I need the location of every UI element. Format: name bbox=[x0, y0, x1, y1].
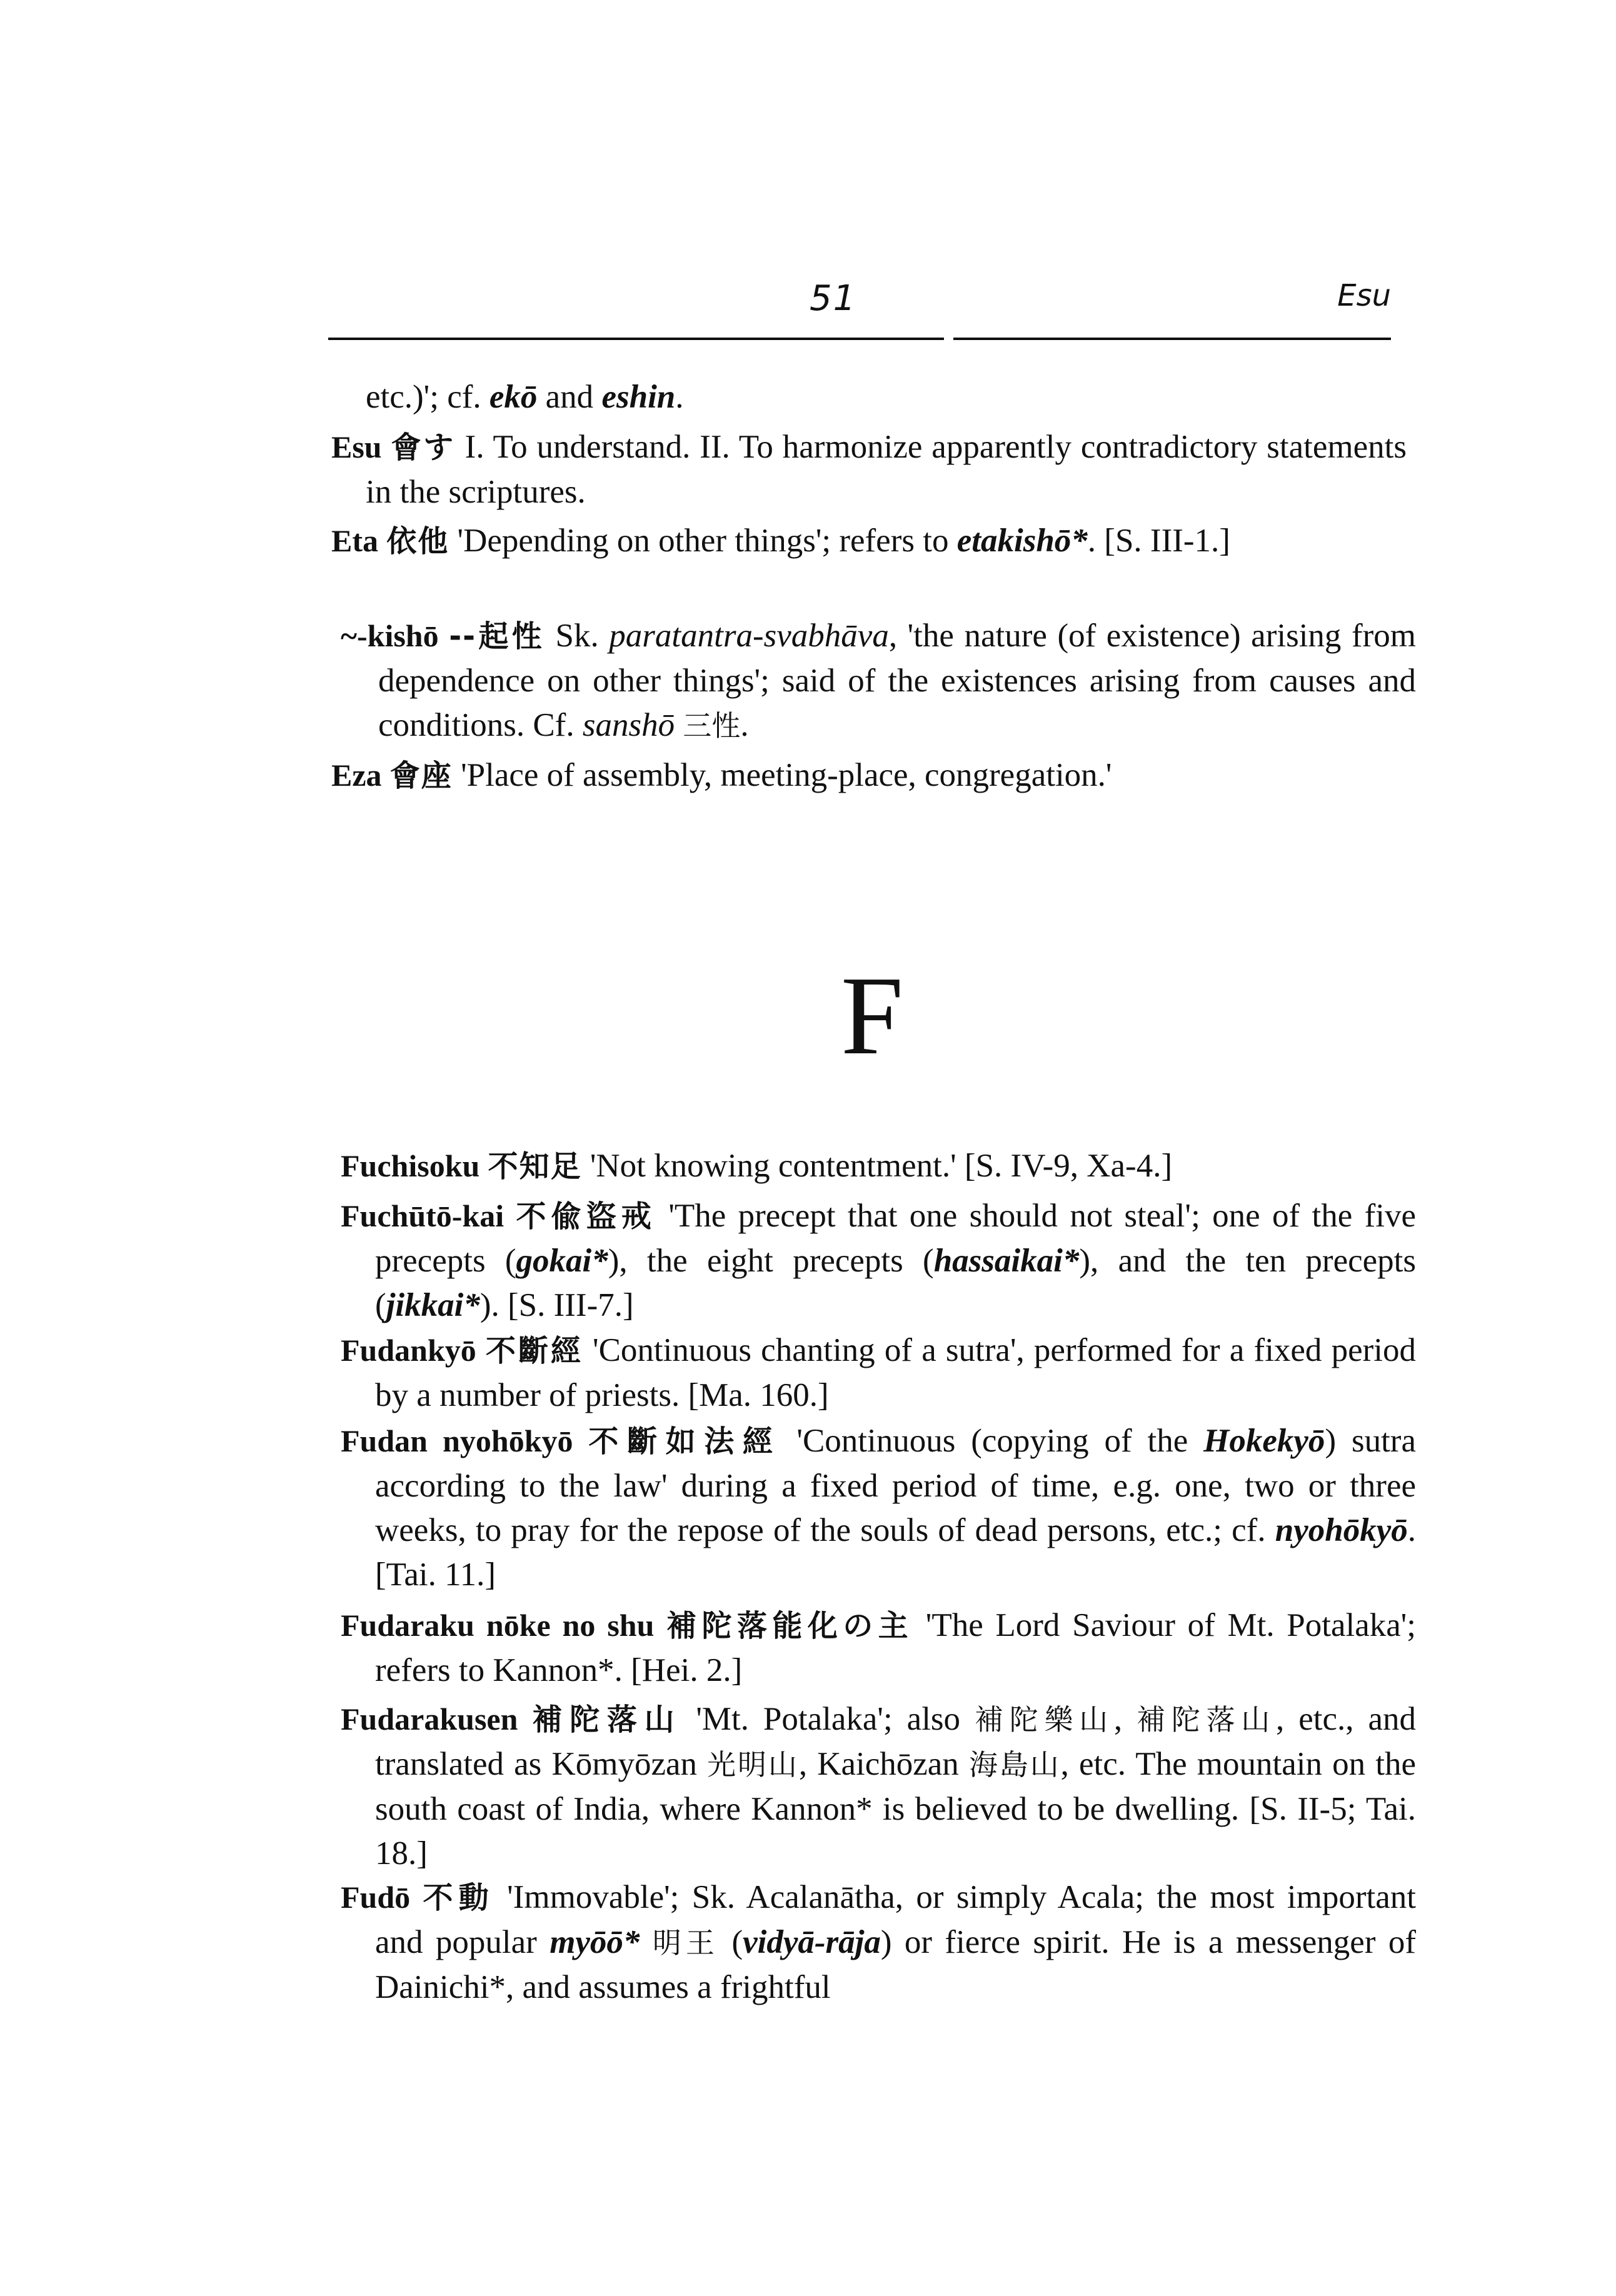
kanji: 明王 bbox=[652, 1926, 720, 1960]
definition: . [Tai. 11.] bbox=[375, 1512, 1416, 1593]
definition: , bbox=[1113, 1701, 1137, 1737]
kanji: --起性 bbox=[449, 619, 545, 654]
definition: , Kaichōzan bbox=[798, 1746, 969, 1782]
headword: Fudarakusen bbox=[341, 1702, 518, 1737]
sanskrit-term: paratantra-svabhāva bbox=[609, 618, 889, 654]
headword: Fuchisoku bbox=[341, 1148, 480, 1183]
definition: ). [S. III-7.] bbox=[479, 1287, 634, 1323]
definition: 'Mt. Potalaka'; also bbox=[696, 1701, 975, 1737]
kanji: 不斷經 bbox=[485, 1333, 583, 1368]
cross-reference: gokai* bbox=[516, 1243, 608, 1279]
entry-fudaraku-noke-no-shu bbox=[341, 1603, 1416, 1693]
headword: Fudan nyohōkyō bbox=[341, 1423, 573, 1458]
definition: 'Continuous chanting of a sutra', performed for a fixed period by a number of priests. [Ma. 160.] bbox=[375, 1332, 1417, 1413]
kanji: 會す bbox=[391, 430, 456, 465]
kanji: 會座 bbox=[389, 758, 453, 793]
entry-fuchisoku bbox=[341, 1144, 1416, 1189]
header-rule bbox=[953, 338, 1391, 340]
kanji: 補陀落山 bbox=[1137, 1703, 1277, 1737]
kanji: 補陀落山 bbox=[532, 1702, 682, 1737]
headword: Eta bbox=[331, 523, 378, 558]
definition: , etc., and translated as Kōmyōzan bbox=[375, 1701, 1417, 1782]
entry-fudan-nyohokyo bbox=[341, 1419, 1416, 1597]
kanji: 海島山 bbox=[968, 1748, 1061, 1782]
entry-fudo bbox=[341, 1875, 1416, 2010]
cross-reference: ekō bbox=[489, 379, 538, 415]
text: etc.)'; cf. bbox=[366, 379, 489, 415]
kanji: 補陀樂山 bbox=[975, 1703, 1114, 1737]
entry-eta bbox=[331, 519, 1407, 564]
definition: Sk. bbox=[555, 618, 610, 654]
header-rule bbox=[328, 338, 944, 340]
definition: , etc. The mountain on the south coast of India, where Kannon* is believed to be dwelling. [S. II-5; Tai. 18.] bbox=[375, 1746, 1416, 1872]
entry-continuation bbox=[331, 375, 1407, 419]
definition: . bbox=[740, 707, 749, 743]
cross-reference: Hokekyō bbox=[1203, 1423, 1325, 1459]
definition: ) or fierce spirit. He is a messenger of Dainichi*, and assumes a frightful bbox=[375, 1924, 1416, 2005]
kanji: 依他 bbox=[386, 524, 449, 559]
entry-fuchutokai bbox=[341, 1194, 1416, 1328]
kanji: 補陀落能化の主 bbox=[666, 1608, 914, 1643]
running-header bbox=[328, 278, 1391, 347]
entry-fudankyo bbox=[341, 1328, 1416, 1418]
kanji: 三性 bbox=[683, 709, 741, 743]
definition: 'Continuous (copying of the bbox=[796, 1423, 1204, 1459]
definition: I. To understand. II. To harmonize apparently contradictory statements in the scriptures. bbox=[366, 429, 1407, 510]
cross-reference: nyohōkyō bbox=[1275, 1512, 1408, 1548]
headword: Eza bbox=[331, 758, 382, 793]
entry-fudarakusen bbox=[341, 1697, 1416, 1876]
definition: . [S. III-1.] bbox=[1087, 523, 1230, 559]
kanji: 不動 bbox=[423, 1880, 494, 1915]
entry-esu bbox=[331, 425, 1407, 514]
text: . bbox=[675, 379, 684, 415]
headword: ~-kishō bbox=[341, 618, 439, 653]
headword: Fudō bbox=[341, 1880, 411, 1915]
cross-reference: jikkai* bbox=[386, 1287, 480, 1323]
kanji: 不偸盜戒 bbox=[516, 1199, 656, 1234]
kanji: 不斷如法經 bbox=[588, 1424, 781, 1459]
definition: 'The Lord Saviour of Mt. Potalaka'; refers to Kannon*. [Hei. 2.] bbox=[375, 1607, 1417, 1688]
definition: ), and the ten precepts ( bbox=[375, 1243, 1416, 1323]
entry-eza bbox=[331, 753, 1407, 798]
cross-reference: sanshō bbox=[582, 707, 675, 743]
cross-reference: myōō* bbox=[550, 1924, 640, 1960]
definition: 'Place of assembly, meeting-place, congregation.' bbox=[461, 757, 1112, 793]
definition: ), the eight precepts ( bbox=[608, 1243, 934, 1279]
kanji: 不知足 bbox=[488, 1149, 582, 1184]
definition: ( bbox=[719, 1924, 743, 1960]
cross-reference: etakishō* bbox=[956, 523, 1088, 559]
cross-reference: eshin bbox=[601, 379, 676, 415]
sanskrit-term: vidyā-rāja bbox=[743, 1924, 881, 1960]
definition: 'The precept that one should not steal'; one of the five precepts ( bbox=[375, 1198, 1417, 1279]
headword: Fudaraku nōke no shu bbox=[341, 1608, 655, 1643]
definition: ) sutra according to the law' during a fixed period of time, e.g. one, two or three weeks, to pray for the repose of the souls of dead persons, etc.; cf. bbox=[375, 1423, 1416, 1548]
definition: 'Immovable'; Sk. Acalanātha, or simply Acala; the most important and popular bbox=[375, 1879, 1416, 1960]
definition: 'Not knowing contentment.' [S. IV-9, Xa-4.] bbox=[590, 1148, 1173, 1184]
definition: 'Depending on other things'; refers to bbox=[457, 523, 957, 559]
headword: Fuchūtō-kai bbox=[341, 1198, 504, 1233]
entry-etakisho bbox=[341, 614, 1416, 748]
headword: Esu bbox=[331, 429, 382, 464]
definition: , 'the nature (of existence) arising from dependence on other things'; said of the existences arising from causes and conditions. Cf. bbox=[378, 618, 1417, 743]
guide-word: Esu bbox=[1337, 278, 1391, 313]
kanji: 光明山 bbox=[707, 1748, 799, 1782]
section-letter: F bbox=[841, 953, 904, 1078]
page-number: 51 bbox=[810, 278, 857, 319]
cross-reference: hassaikai* bbox=[933, 1243, 1080, 1279]
text: and bbox=[537, 379, 602, 415]
headword: Fudankyō bbox=[341, 1333, 476, 1368]
